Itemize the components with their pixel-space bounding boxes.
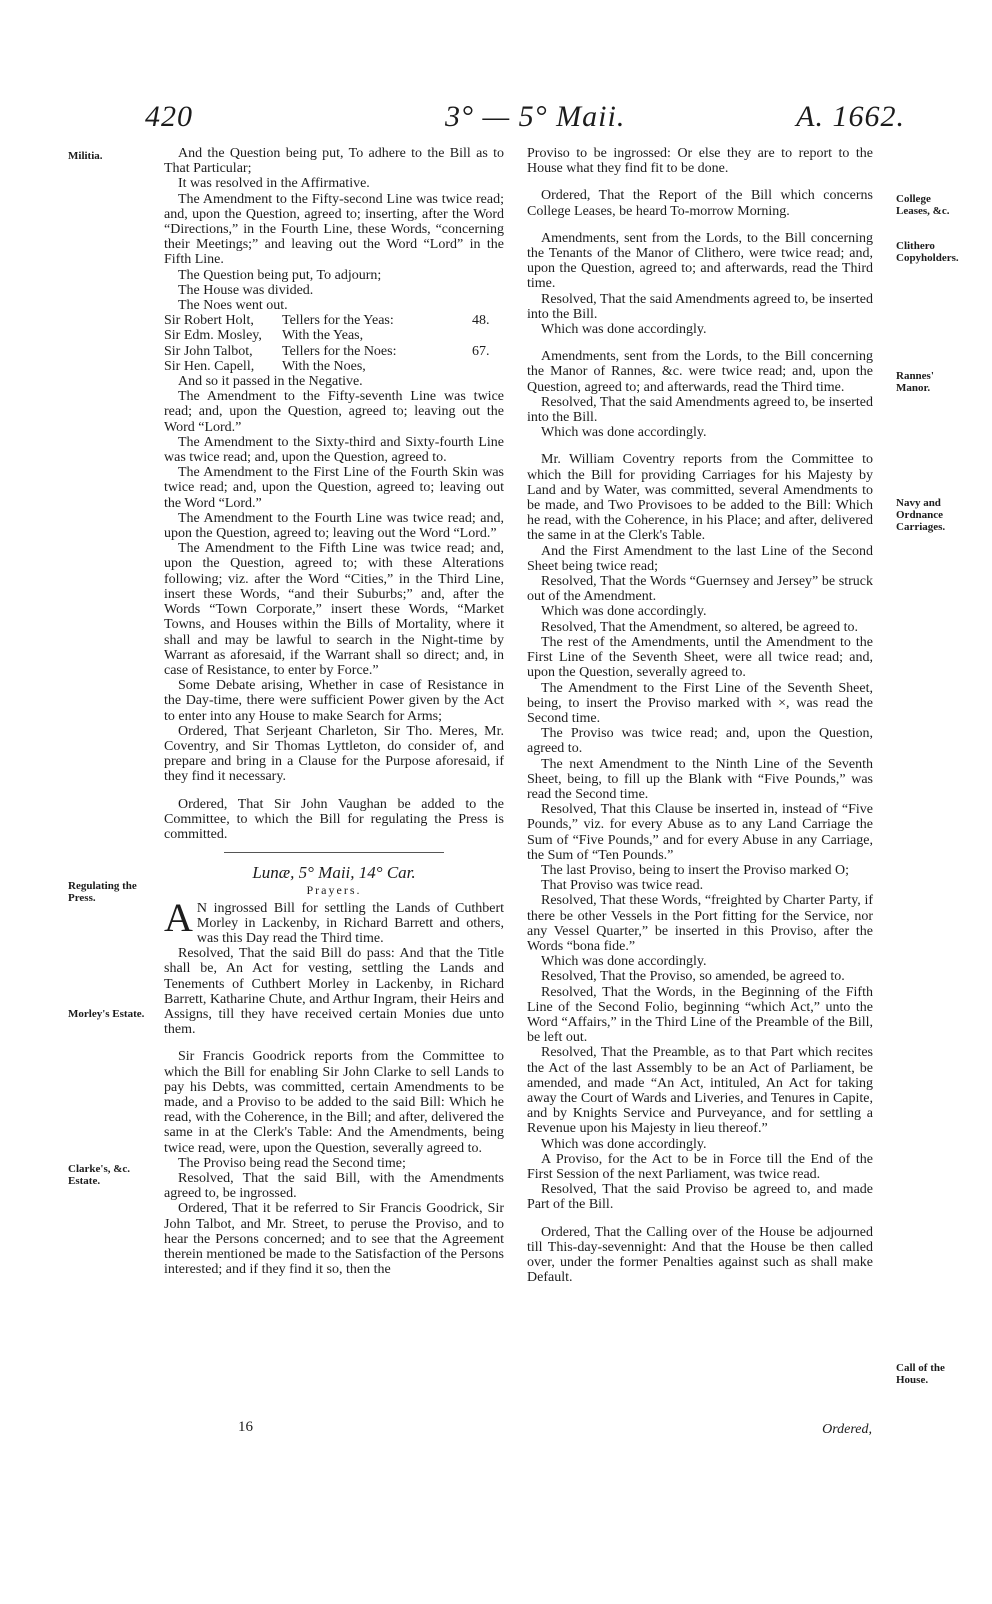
page-number: 420 [145,100,193,133]
teller-name: Sir Robert Holt, [164,313,254,329]
paragraph: Resolved, That the Words, in the Beginning of the Fifth Line of the Second Folio, beginning “which Act,” unto the Word “Affairs,” in the Third Line of the Preamble of the Bill, be left out. [527,984,873,1046]
paragraph: Which was done accordingly. [541,322,707,338]
paragraph: Sir Francis Goodrick reports from the Committee to which the Bill for enabling Sir John Clarke to sell Lands to pay his Debts, was committed, certain Amendments to be made, and a Proviso to be added to the said Bill: Which he read, with the Coherence, in the Bill; and after, delivered the same in at the Clerk's Table: And the Amendments, being twice read, were, upon the Question, severally agreed to. [164,1049,504,1156]
paragraph: The last Proviso, being to insert the Proviso marked O; [541,862,849,878]
margin-note-rannes: Rannes' Manor. [896,370,934,394]
paragraph: The Amendment to the Fifth Line was twice read; and, upon the Question, agreed to; with these Alterations following; viz. after the Word “Cities,” in the Third Line, insert these Words, “and their Suburbs;” and, after the Words “Town Corporate,” insert these Words, “Market Towns, and Houses within the Bills of Mortality, where it shall and may be lawful to search in the Night-time by Warrant as aforesaid, if the Warrant shall so direct; and, in case of Resistance, to enter by Force.” [164,541,504,678]
paragraph: Resolved, That the said Amendments agreed to, be inserted into the Bill. [527,394,873,426]
margin-note-morley: Morley's Estate. [68,1008,145,1020]
paragraph: And so it passed in the Negative. [178,374,363,390]
teller-role: Tellers for the Yeas: [282,313,394,329]
paragraph: The Proviso was twice read; and, upon the Question, agreed to. [527,726,873,757]
paragraph: The Noes went out. [178,298,288,314]
drop-cap: A [164,894,193,940]
margin-note-press: Regulating the Press. [68,880,137,904]
margin-note-navy: Navy and Ordnance Carriages. [896,497,946,533]
margin-note-militia: Militia. [68,150,103,162]
paragraph: Resolved, That the Preamble, as to that Part which recites the Act of the last Assembly to be an Act of Parliament, be amended, and made “An Act, intituled, An Act for taking away the Court of Wards and Liveries, and Tenures in Capite, and by Knights Service and Purveyance, and for settling a Revenue upon his Majesty in lieu thereof.” [527,1045,873,1137]
paragraph: A Proviso, for the Act to be in Force till the End of the First Session of the next Parliament, was twice read. [527,1151,873,1182]
teller-role: With the Noes, [282,358,366,374]
running-year: A. 1662. [796,100,905,133]
paragraph: Amendments, sent from the Lords, to the Bill concerning the Manor of Rannes, &c. were twice read; and, upon the Question, agreed to; and afterwards, read the Third time. [527,349,873,395]
section-divider [224,852,444,853]
paragraph: Resolved, That the Words “Guernsey and Jersey” be struck out of the Amendment. [527,574,873,605]
teller-role: Tellers for the Noes: [282,343,397,359]
paragraph: Resolved, That the said Bill do pass: And that the Title shall be, An Act for vesting, settling the Lands and Tenements of Cuthbert Morley in Lackenby, in Richard Barrett, Katharine Chute, and Arthur Ingram, their Heirs and Assigns, till they have received certain Monies due unto them. [164,946,504,1038]
paragraph: And the Question being put, To adhere to the Bill as to That Particular; [164,146,504,177]
paragraph: Proviso to be ingrossed: Or else they are to report to the House what they find fit to be done. [527,146,873,177]
paragraph: Ordered, That Serjeant Charleton, Sir Tho. Meres, Mr. Coventry, and Sir Thomas Lyttleton, do consider of, and prepare and bring in a Clause for the Purpose aforesaid, if they find it necessary. [164,723,504,785]
paragraph: Amendments, sent from the Lords, to the Bill concerning the Tenants of the Manor of Clithero, were twice read; and, upon the Question, agreed to; and afterwards, read the Third time. [527,230,873,292]
paragraph: The Question being put, To adjourn; [178,267,382,283]
paragraph: The next Amendment to the Ninth Line of the Seventh Sheet, being, to fill up the Blank with “Five Pounds,” was read the Second time. [527,756,873,802]
paragraph: Resolved, That the said Proviso be agreed to, and made Part of the Bill. [527,1182,873,1213]
running-date: 3° — 5° Maii. [445,100,626,133]
paragraph: The Amendment to the First Line of the Seventh Sheet, being, to insert the Proviso marked with ×, was read the Second time. [527,680,873,726]
right-column [527,146,873,1285]
paragraph: The Amendment to the First Line of the Fourth Skin was twice read; and, upon the Question, agreed to; leaving out the Word “Lord.” [164,465,504,511]
tellers-table [164,313,504,374]
catchword: Ordered, [822,1422,872,1437]
vote-count: 67. [472,343,490,359]
paragraph: The Amendment to the Fourth Line was twice read; and, upon the Question, agreed to; leaving out the Word “Lord.” [164,510,504,542]
paragraph: Resolved, That the Amendment, so altered, be agreed to. [541,619,858,635]
paragraph: The rest of the Amendments, until the Amendment to the First Line of the Seventh Sheet, were all twice read; and, upon the Question, severally agreed to. [527,634,873,681]
paragraph: Resolved, That these Words, “freighted by Charter Party, if there be other Vessels in the Port fitting for the Service, nor any Vessel Quarter,” be inserted in this Proviso, after the Words “bona fide.” [527,893,873,954]
teller-name: Sir Edm. Mosley, [164,328,262,344]
paragraph: Resolved, That this Clause be inserted in, instead of “Five Pounds,” viz. for every Abuse as to any Land Carriage the Sum of “Five Pounds,” and for every Abuse in any Carriage, the Sum of “Ten Pounds.” [527,802,873,863]
paragraph: Resolved, That the Proviso, so amended, be agreed to. [541,969,845,985]
left-column [164,146,504,1277]
paragraph: The House was divided. [178,282,314,298]
paragraph: The Amendment to the Sixty-third and Sixty-fourth Line was twice read; and, upon the Question, agreed to. [164,434,504,466]
paragraph: The Amendment to the Fifty-second Line was twice read; and, upon the Question, agreed to; inserting, after the Word “Directions,” in the Fourth Line, these Words, “concerning their Meetings;” and leaving out the Word “Lord” in the Fifth Line. [164,191,504,268]
paragraph: Which was done accordingly. [541,1136,707,1152]
paragraph: Ordered, That Sir John Vaughan be added to the Committee, to which the Bill for regulating the Press is committed. [164,796,504,842]
paragraph: Which was done accordingly. [541,425,707,441]
signature-mark: 16 [238,1419,253,1435]
margin-note-call: Call of the House. [896,1362,945,1386]
paragraph: The Amendment to the Fifty-seventh Line was twice read; and, upon the Question, agreed to; leaving out the Word “Lord.” [164,389,504,435]
page-header [145,100,905,140]
prayers-heading: Prayers. [306,883,362,898]
teller-role: With the Yeas, [282,328,364,344]
teller-name: Sir Hen. Capell, [164,358,255,374]
day-heading: Lunæ, 5° Maii, 14° Car. [252,863,416,883]
margin-note-clithero: Clithero Copyholders. [896,240,959,264]
teller-name: Sir John Talbot, [164,343,253,359]
paragraph: Which was done accordingly. [541,954,707,970]
paragraph: Which was done accordingly. [541,604,707,620]
margin-note-clarke: Clarke's, &c. Estate. [68,1163,131,1187]
paragraph: Resolved, That the said Amendments agreed to, be inserted into the Bill. [527,291,873,322]
paragraph: That Proviso was twice read. [541,878,704,894]
margin-note-college: College Leases, &c. [896,193,950,217]
paragraph: Mr. William Coventry reports from the Committee to which the Bill for providing Carriages for his Majesty by Land and by Water, was committed, several Amendments to be made, and Two Provisoes to be added to the Bill: Which he read, with the Coherence, in his Place; and after, delivered the same in at the Clerk's Table. [527,452,873,544]
paragraph: Ordered, That it be referred to Sir Francis Goodrick, Sir John Talbot, and Mr. Street, to peruse the Proviso, and to hear the Persons concerned; and to see that the Agreement therein mentioned be made to the Satisfaction of the Persons interested; and if they find it so, then the [164,1201,504,1278]
paragraph: The Proviso being read the Second time; [178,1155,406,1171]
paragraph: Ordered, That the Calling over of the House be adjourned till This-day-sevennight: And that the House be then called over, under the former Penalties against such as shall make Default. [527,1224,873,1286]
paragraph: Some Debate arising, Whether in case of Resistance in the Day-time, there were sufficient Power given by the Act to enter into any House to make Search for Arms; [164,678,504,724]
paragraph: A N ingrossed Bill for settling the Lands of Cuthbert Morley in Lackenby, in Richard Barrett and others, was this Day read the Third time. [164,894,504,946]
vote-count: 48. [472,313,490,329]
paragraph: Ordered, That the Report of the Bill which concerns College Leases, be heard To-morrow Morning. [527,188,873,219]
paragraph: And the First Amendment to the last Line of the Second Sheet being twice read; [527,543,873,574]
paragraph: It was resolved in the Affirmative. [178,176,370,192]
paragraph: Resolved, That the said Bill, with the Amendments agreed to, be ingrossed. [164,1171,504,1202]
